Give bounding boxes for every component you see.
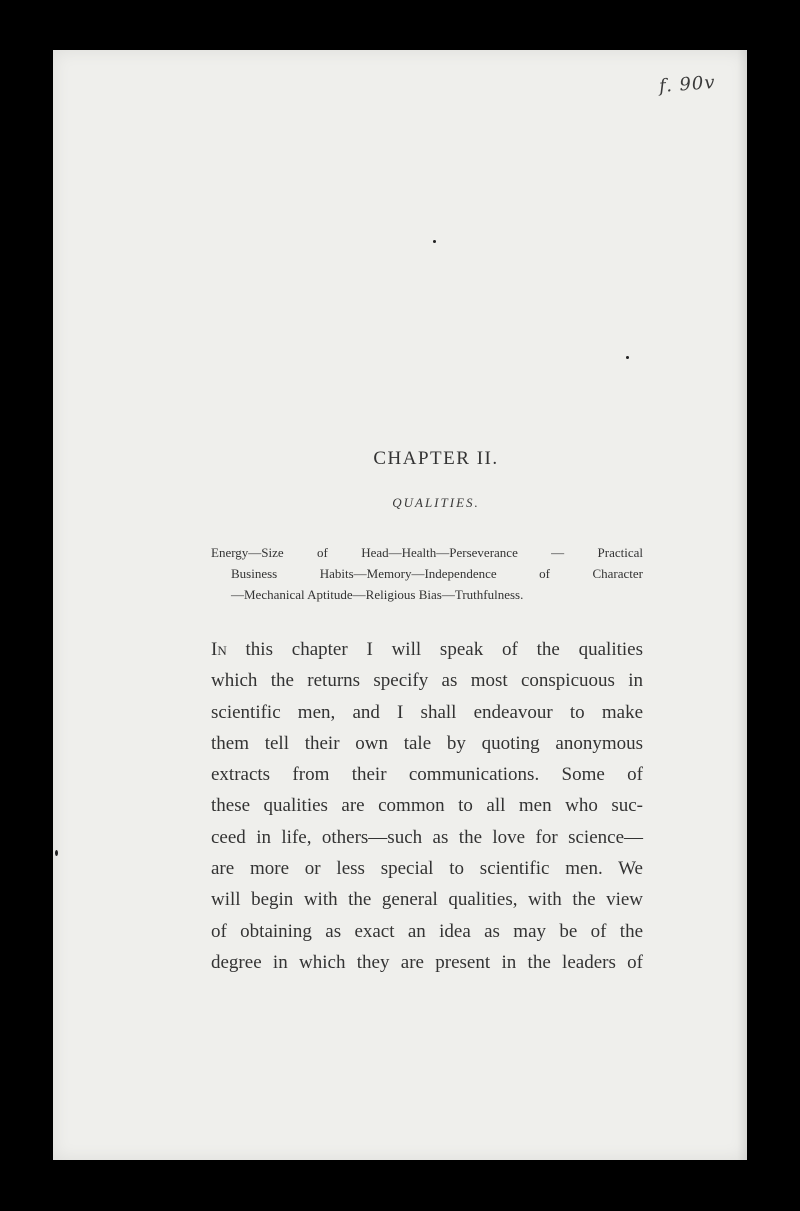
body-line: extracts from their communications. Some of	[211, 764, 643, 786]
synopsis-line: —Mechanical Aptitude—Religious Bias—Truthfulness.	[231, 587, 524, 602]
first-line-text: this chapter I will speak of the qualities	[226, 639, 643, 660]
paper-speck	[433, 240, 436, 243]
body-paragraph	[211, 634, 643, 978]
body-line: ceed in life, others—such as the love for science—	[211, 826, 643, 848]
chapter-synopsis	[211, 542, 643, 605]
body-line: of obtaining as exact an idea as may be of the	[211, 920, 643, 942]
synopsis-line: Business Habits—Memory—Independence of Character	[231, 566, 643, 581]
body-line: are more or less special to scientific men. We	[211, 858, 643, 880]
body-line-first	[211, 634, 643, 665]
body-line: scientific men, and I shall endeavour to make	[211, 701, 643, 723]
paper-speck	[626, 356, 629, 359]
chapter-title: CHAPTER II.	[373, 448, 499, 469]
drop-word: In	[211, 639, 227, 660]
book-page	[53, 50, 747, 1160]
paper-speck	[55, 850, 58, 856]
body-line: them tell their own tale by quoting anonymous	[211, 732, 643, 754]
body-line: which the returns specify as most conspicuous in	[211, 670, 643, 692]
body-line: will begin with the general qualities, with the view	[211, 889, 643, 911]
page-edge-shadow	[737, 50, 747, 1160]
chapter-subtitle: QUALITIES.	[392, 495, 480, 510]
synopsis-line: Energy—Size of Head—Health—Perseverance — Practical	[211, 545, 643, 560]
body-line: degree in which they are present in the leaders of	[211, 951, 643, 973]
body-line: these qualities are common to all men who suc-	[211, 795, 643, 817]
folio-mark: f. 90v	[658, 72, 717, 97]
